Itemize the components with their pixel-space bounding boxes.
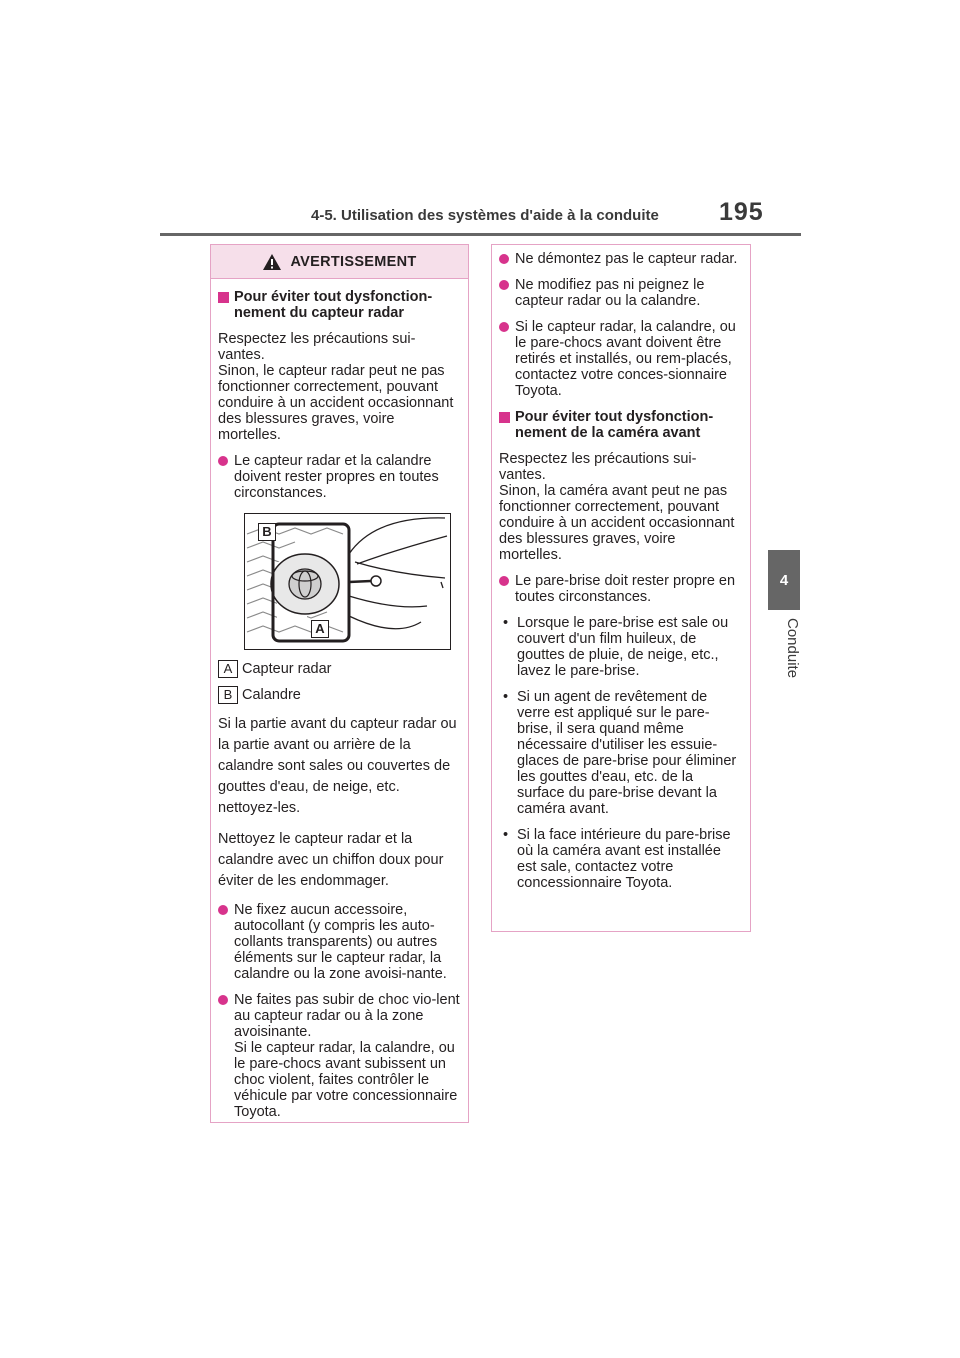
paragraph: Nettoyez le capteur radar et la calandre avec un chiffon doux pour éviter de les endommager.	[218, 831, 444, 889]
list-item-text: Ne fixez aucun accessoire, autocollant (y compris les auto-collants transparents) ou autres éléments sur le capteur radar, la calandre ou la zone avoisi-nante.	[234, 902, 447, 982]
intro-text-2: Sinon, la caméra avant peut ne pas fonctionner correctement, pouvant conduire à un accident occasionnant des blessures graves, voire mortelles.	[499, 483, 735, 563]
sub-list-item-text: Si un agent de revêtement de verre est appliqué sur le pare-brise, il sera quand même nécessaire d'utiliser les essuie-glaces de pare-brise pour éliminer les gouttes d'eau, etc. de la surface du pare-brise devant la caméra avant.	[517, 689, 737, 817]
bullet-dot-icon	[499, 322, 509, 332]
intro-text: Respectez les précautions sui-vantes.	[218, 331, 416, 363]
paragraph: Si la partie avant du capteur radar ou la partie avant ou arrière de la calandre sont sales ou couvertes de gouttes d'eau, de neige, etc. nettoyez-les.	[218, 716, 457, 816]
legend-item	[218, 660, 460, 678]
section-heading-text: Pour éviter tout dysfonction-nement du capteur radar	[234, 289, 433, 321]
warning-title: AVERTISSEMENT	[290, 253, 417, 270]
figure-label-b: B	[258, 523, 276, 541]
list-item-text: Le pare-brise doit rester propre en toutes circonstances.	[515, 573, 736, 605]
warning-header	[211, 245, 468, 279]
intro-text: Respectez les précautions sui-vantes.	[499, 451, 697, 483]
list-item-text-part: Ne faites pas subir de choc vio-lent au capteur radar ou à la zone avoisinante.	[234, 992, 460, 1040]
small-bullet-icon: •	[503, 827, 509, 843]
warning-panel-left	[210, 244, 469, 1123]
list-item	[218, 902, 460, 982]
bullet-dot-icon	[499, 576, 509, 586]
bullet-dot-icon	[218, 456, 228, 466]
list-item-text-part: Si le capteur radar, la calandre, ou le pare-chocs avant subissent un choc violent, faites contrôler le véhicule par votre concessionnaire Toyota.	[234, 1040, 458, 1120]
section-heading	[499, 409, 742, 441]
sub-list-item	[499, 689, 742, 817]
bullet-dot-icon	[218, 995, 228, 1005]
chapter-label: Conduite	[784, 618, 801, 679]
list-item	[499, 251, 742, 267]
legend-item	[218, 686, 460, 704]
list-item	[499, 319, 742, 399]
square-bullet-icon	[218, 292, 229, 303]
page-number: 195	[719, 198, 764, 226]
legend-text: Calandre	[242, 687, 301, 703]
bullet-dot-icon	[218, 905, 228, 915]
sub-list-item-text: Lorsque le pare-brise est sale ou couvert d'un film huileux, de gouttes de pluie, de neige, etc., lavez le pare-brise.	[517, 615, 729, 679]
small-bullet-icon: •	[503, 689, 509, 705]
list-item	[499, 573, 742, 605]
square-bullet-icon	[499, 412, 510, 423]
chapter-tab[interactable]	[768, 550, 800, 610]
list-item-text: Ne modifiez pas ni peignez le capteur radar ou la calandre.	[515, 277, 705, 309]
list-item	[499, 277, 742, 309]
chapter-number: 4	[779, 571, 789, 589]
intro-text-2: Sinon, le capteur radar peut ne pas fonctionner correctement, pouvant conduire à un accident occasionnant des blessures graves, voire mortelles.	[218, 363, 454, 443]
sub-list-item	[499, 827, 742, 891]
warning-panel-right	[491, 244, 751, 932]
sub-list-item-text: Si la face intérieure du pare-brise où la caméra avant est installée est sale, contactez votre concessionnaire Toyota.	[517, 827, 731, 891]
list-item	[218, 992, 460, 1120]
list-item	[218, 453, 460, 501]
section-heading	[218, 289, 460, 321]
legend-text: Capteur radar	[242, 661, 332, 677]
small-bullet-icon: •	[503, 615, 509, 631]
bullet-dot-icon	[499, 254, 509, 264]
figure-label-a: A	[311, 620, 329, 638]
list-item-text: Si le capteur radar, la calandre, ou le pare-chocs avant doivent être retirés et installés, ou rem-placés, contactez votre conces-sionnaire Toyota.	[515, 319, 736, 399]
legend-key: B	[218, 686, 238, 704]
bullet-dot-icon	[499, 280, 509, 290]
section-title: 4-5. Utilisation des systèmes d'aide à la conduite	[311, 207, 659, 224]
radar-sensor-figure	[244, 513, 451, 650]
list-item-text: Ne démontez pas le capteur radar.	[515, 251, 738, 267]
list-item-text	[234, 992, 460, 1120]
warning-triangle-icon	[262, 253, 282, 271]
section-heading-text: Pour éviter tout dysfonction-nement de la caméra avant	[515, 409, 714, 441]
legend-key: A	[218, 660, 238, 678]
sub-list-item	[499, 615, 742, 679]
list-item-text: Le capteur radar et la calandre doivent rester propres en toutes circonstances.	[234, 453, 439, 501]
header-rule	[160, 233, 801, 236]
